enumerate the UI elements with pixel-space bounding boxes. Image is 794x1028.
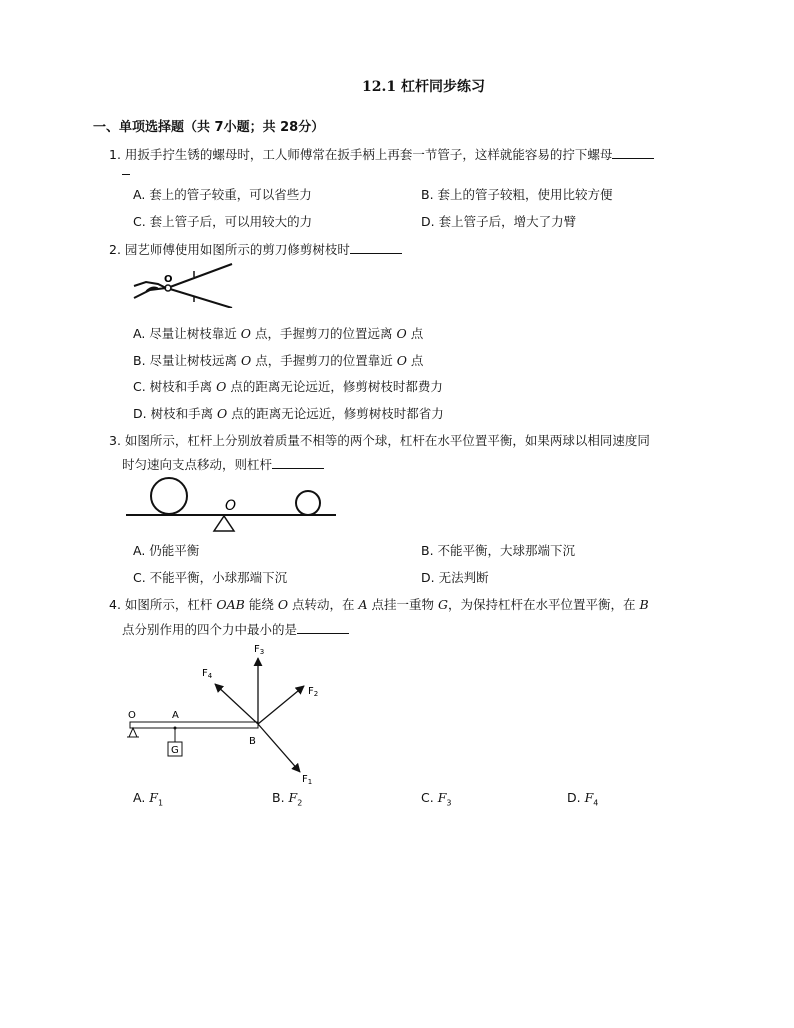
question-3-number: 3.	[109, 433, 121, 448]
fulcrum-o-label: O	[225, 498, 237, 514]
scissors-upper-handle	[170, 264, 232, 287]
q1-option-d[interactable]: D. 套上管子后，增大了力臂	[421, 214, 577, 229]
q2-option-a[interactable]: A. 尽量让树枝靠近 O 点，手握剪刀的位置远离 O 点	[133, 326, 424, 341]
small-ball	[296, 491, 320, 515]
force-f4-label: $F_4$	[202, 668, 213, 680]
lever-balls-figure	[124, 474, 338, 534]
q4-option-d[interactable]: D. $F_4$	[567, 790, 599, 808]
answer-blank	[350, 241, 402, 254]
lever-bar	[130, 722, 258, 728]
q3-option-a[interactable]: A. 仍能平衡	[133, 543, 200, 558]
q2-option-d[interactable]: D. 树枝和手离 O 点的距离无论远近，修剪树枝时都省力	[133, 406, 444, 421]
fulcrum	[214, 516, 234, 531]
q1-option-b[interactable]: B. 套上的管子较粗，使用比较方便	[421, 187, 613, 202]
q4-option-b[interactable]: B. $F_2$	[272, 790, 303, 808]
q1-option-a[interactable]: A. 套上的管子较重，可以省些力	[133, 187, 312, 202]
q1-option-c[interactable]: C. 套上管子后，可以用较大的力	[133, 214, 313, 229]
scissors-lower-blade	[134, 282, 166, 288]
force-f3-label: $F_3$	[254, 644, 265, 656]
q2-option-b[interactable]: B. 尽量让树枝远离 O 点，手握剪刀的位置靠近 O 点	[133, 353, 424, 368]
force-f1-arrow	[258, 724, 300, 772]
answer-blank	[612, 146, 654, 159]
question-2-number: 2.	[109, 242, 121, 257]
force-f2-arrow	[258, 686, 304, 724]
pivot-support	[129, 728, 137, 737]
question-4-stem-line-1: 4. 如图所示，杠杆 OAB 能绕 O 点转动，在 A 点挂一重物 G，为保持杠杆在水平位置平衡，在 B	[109, 597, 649, 612]
question-1-number: 1.	[109, 147, 121, 162]
q3-option-b[interactable]: B. 不能平衡，大球那端下沉	[421, 543, 576, 558]
q3-option-c[interactable]: C. 不能平衡，小球那端下沉	[133, 570, 288, 585]
point-o-label: O	[128, 710, 136, 721]
weight-g-label: G	[171, 745, 179, 756]
page-title: 12.1 杠杆同步练习	[362, 79, 485, 95]
question-3-text: 如图所示，杠杆上分别放着质量不相等的两个球，杠杆在水平位置平衡，如果两球以相同速度同	[124, 433, 650, 448]
q3-option-d[interactable]: D. 无法判断	[421, 570, 489, 585]
point-a-label: A	[172, 710, 179, 721]
q4-option-a[interactable]: A. $F_1$	[133, 790, 164, 808]
question-2-stem	[109, 240, 402, 258]
question-1-text: 用扳手拧生锈的螺母时，工人师傅常在扳手柄上再套一节管子，这样就能容易的拧下螺母	[124, 147, 613, 162]
scissors-o-label: O	[164, 274, 173, 285]
answer-blank	[272, 456, 324, 469]
question-3-stem-line-1	[109, 431, 650, 449]
question-4-number: 4.	[109, 597, 121, 612]
question-4-stem-line-2: 点分别作用的四个力中最小的是	[122, 620, 349, 638]
question-3-stem-line-2: 时匀速向支点移动，则杠杆	[122, 455, 324, 473]
force-f4-arrow	[215, 684, 258, 724]
scissors-lower-handle	[170, 289, 232, 308]
lever-forces-figure	[122, 638, 332, 788]
large-ball	[151, 478, 187, 514]
answer-blank-continuation	[122, 162, 130, 178]
force-f1-label: $F_1$	[302, 774, 313, 786]
q2-option-c[interactable]: C. 树枝和手离 O 点的距离无论远近，修剪树枝时都费力	[133, 379, 443, 394]
q4-option-c[interactable]: C. $F_3$	[421, 790, 452, 808]
answer-blank	[297, 621, 349, 634]
point-b-label: B	[249, 736, 256, 747]
scissors-figure	[128, 258, 238, 308]
force-f2-label: $F_2$	[308, 686, 319, 698]
section-heading: 一、单项选择题（共 7小题；共 28分）	[93, 120, 325, 135]
question-2-text: 园艺师傅使用如图所示的剪刀修剪树枝时	[124, 242, 350, 257]
question-1-stem	[109, 145, 654, 163]
